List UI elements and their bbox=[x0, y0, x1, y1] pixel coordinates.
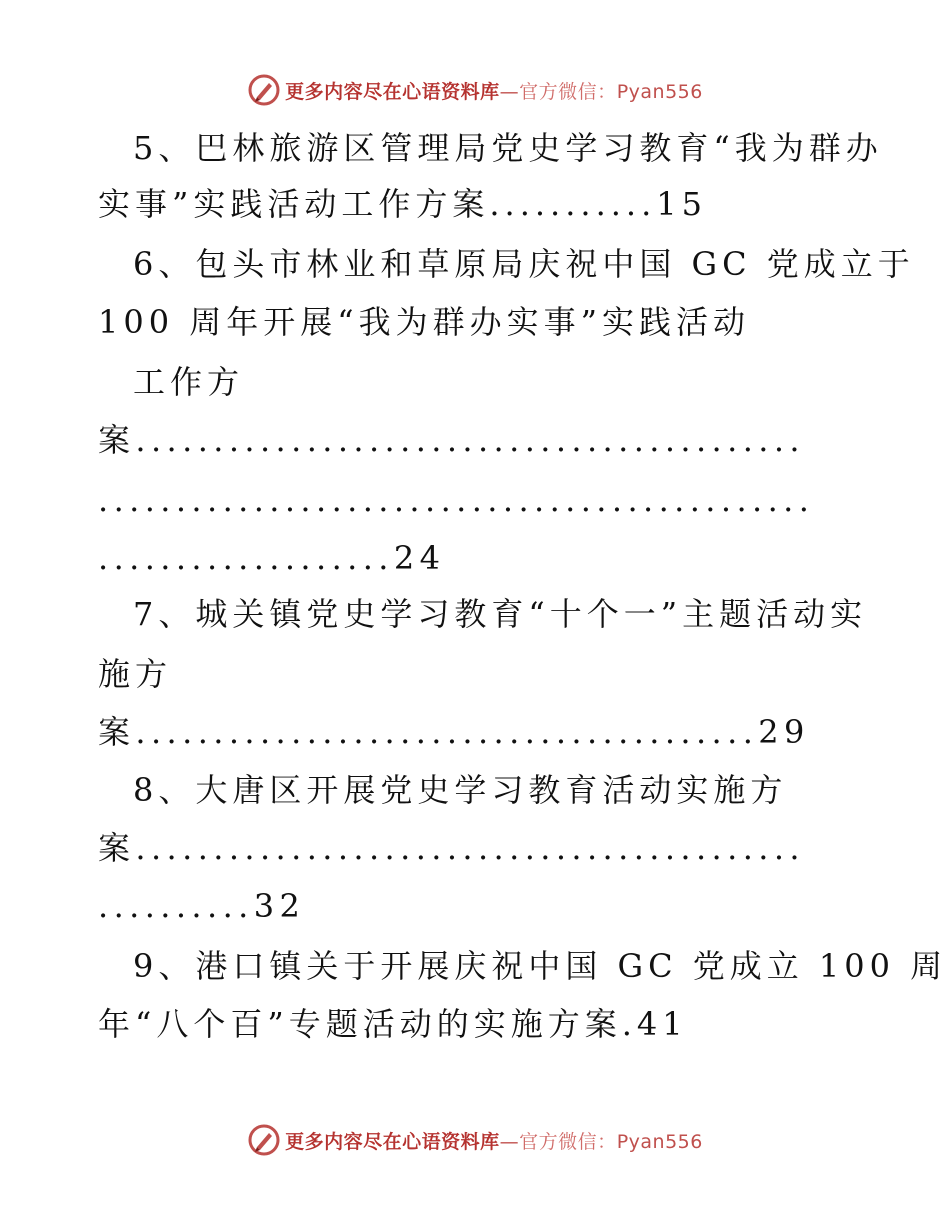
toc-entry-6-line-4: 案........................................... bbox=[98, 421, 805, 459]
toc-entry-7-line-2: 施方 bbox=[98, 655, 173, 693]
toc-entry-6-line-2: 100 周年开展“我为群办实事”实践活动 bbox=[98, 303, 750, 341]
banner-wechat-id: Pyan556 bbox=[616, 1130, 703, 1153]
banner-wechat-id: Pyan556 bbox=[616, 80, 703, 103]
toc-entry-6-line-5: .............................................. bbox=[98, 481, 815, 519]
toc-entry-5-line-1: 5、巴林旅游区管理局党史学习教育“我为群办 bbox=[133, 129, 883, 167]
toc-entry-6-line-6: ...................24 bbox=[98, 539, 446, 577]
toc-entry-9-line-1: 9、港口镇关于开展庆祝中国 GC 党成立 100 周 bbox=[133, 947, 948, 985]
toc-entry-8-line-1: 8、大唐区开展党史学习教育活动实施方 bbox=[133, 771, 788, 809]
banner-wechat-label: 官方微信： bbox=[519, 1130, 617, 1153]
banner-wechat-label: 官方微信： bbox=[519, 80, 617, 103]
banner-brand: 更多内容尽在心语资料库 bbox=[285, 80, 500, 103]
pen-logo-icon bbox=[247, 1123, 281, 1157]
toc-entry-8-line-3: ..........32 bbox=[98, 887, 306, 925]
footer-banner bbox=[0, 1120, 950, 1160]
toc-entry-7-line-3: 案........................................29 bbox=[98, 713, 810, 751]
banner-separator: — bbox=[499, 80, 520, 103]
toc-entry-9-line-2: 年“八个百”专题活动的实施方案.41 bbox=[98, 1005, 688, 1043]
banner-separator: — bbox=[499, 1130, 520, 1153]
toc-entry-6-line-3: 工作方 bbox=[133, 363, 245, 401]
toc-entry-8-line-2: 案........................................... bbox=[98, 829, 805, 867]
footer-banner-text bbox=[285, 1127, 703, 1154]
banner-brand: 更多内容尽在心语资料库 bbox=[285, 1130, 500, 1153]
toc-entry-5-line-2: 实事”实践活动工作方案...........15 bbox=[98, 185, 707, 223]
toc-entry-6-line-1: 6、包头市林业和草原局庆祝中国 GC 党成立于 bbox=[133, 245, 915, 283]
toc-entry-7-line-1: 7、城关镇党史学习教育“十个一”主题活动实 bbox=[133, 595, 868, 633]
